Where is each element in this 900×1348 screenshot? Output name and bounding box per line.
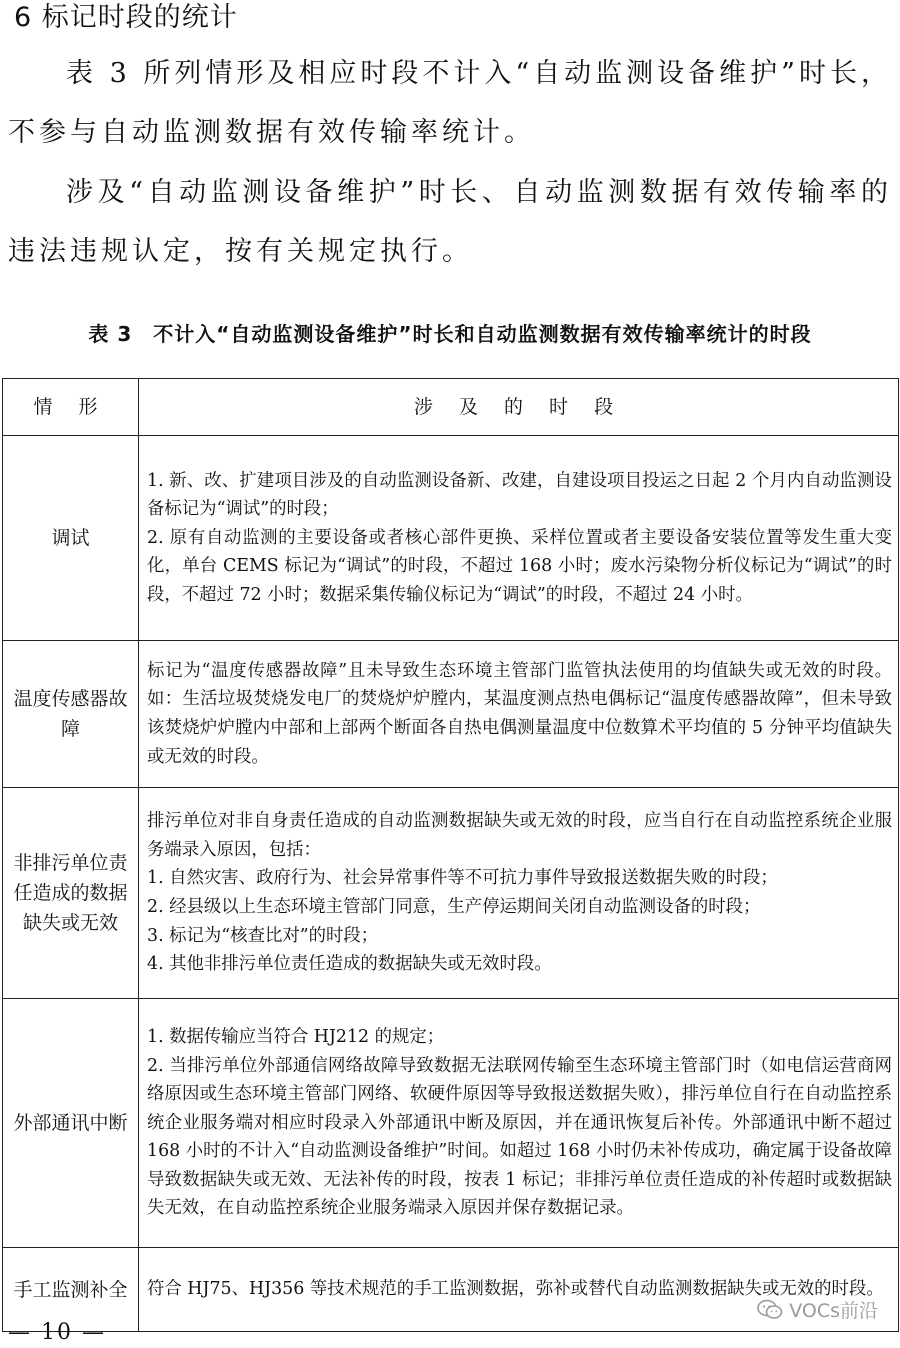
paragraph-2: 涉及“自动监测设备维护”时长、自动监测数据有效传输率的违法违规认定，按有关规定执行。	[8, 177, 892, 267]
section-heading: 6 标记时段的统计	[14, 2, 238, 33]
period-line: 排污单位对非自身责任造成的自动监测数据缺失或无效的时段，应当自行在自动监控系统企业服务端录入原因，包括：	[147, 811, 892, 860]
period-line: 3. 标记为“核查比对”的时段；	[147, 925, 379, 946]
time-period-table	[2, 378, 899, 1332]
case-cell: 温度传感器故障	[3, 641, 139, 788]
page-number: — 10 —	[8, 1320, 106, 1345]
table-row	[3, 641, 899, 788]
period-line: 1. 自然灾害、政府行为、社会异常事件等不可抗力事件导致报送数据失败的时段；	[147, 868, 778, 889]
table-row	[3, 788, 899, 999]
table-caption: 表 3 不计入“自动监测设备维护”时长和自动监测数据有效传输率统计的时段	[88, 322, 812, 346]
case-cell: 手工监测补全	[3, 1248, 139, 1332]
paragraph-1: 表 3 所列情形及相应时段不计入“自动监测设备维护”时长，不参与自动监测数据有效传输率统计。	[8, 58, 892, 148]
table-row	[3, 436, 899, 641]
watermark-text: VOCs前沿	[789, 1300, 878, 1322]
period-line: 2. 原有自动监测的主要设备或者核心部件更换、采样位置或者主要设备安装位置等发生重大变化，单台 CEMS 标记为“调试”的时段，不超过 168 小时；废水污染物分析仪标记为“调试”的时段，不超过 72 小时；数据采集传输仪标记为“调试”的时段，不超过 24 小时。	[147, 527, 892, 605]
period-cell	[139, 436, 899, 641]
period-cell	[139, 999, 899, 1248]
table-row	[3, 999, 899, 1248]
table-header-row	[3, 379, 899, 436]
case-cell: 非排污单位责任造成的数据缺失或无效	[3, 788, 139, 999]
period-line: 标记为“温度传感器故障”且未导致生态环境主管部门监管执法使用的均值缺失或无效的时段。如：生活垃圾焚烧发电厂的焚烧炉炉膛内，某温度测点热电偶标记“温度传感器故障”，但未导致该焚烧炉炉膛内中部和上部两个断面各自热电偶测量温度中位数算术平均值的 5 分钟平均值缺失或无效的时段。	[147, 660, 892, 767]
period-cell	[139, 788, 899, 999]
watermark	[757, 1296, 878, 1323]
wechat-icon	[757, 1299, 783, 1321]
period-cell	[139, 641, 899, 788]
period-line: 4. 其他非排污单位责任造成的数据缺失或无效时段。	[147, 954, 552, 975]
header-period: 涉 及 的 时 段	[139, 379, 899, 436]
header-case: 情 形	[3, 379, 139, 436]
period-line: 1. 数据传输应当符合 HJ212 的规定；	[147, 1026, 445, 1047]
case-cell: 调试	[3, 436, 139, 641]
period-line: 符合 HJ75、HJ356 等技术规范的手工监测数据，弥补或替代自动监测数据缺失或无效的时段。	[147, 1279, 884, 1300]
case-cell: 外部通讯中断	[3, 999, 139, 1248]
period-line: 2. 当排污单位外部通信网络故障导致数据无法联网传输至生态环境主管部门时（如电信运营商网络原因或生态环境主管部门网络、软硬件原因等导致报送数据失败），排污单位自行在自动监控系统企业服务端对相应时段录入外部通讯中断及原因，并在通讯恢复后补传。外部通讯中断不超过 168 小时的不计入“自动监测设备维护”时间。如超过 168 小时仍未补传成功，确定属于设备故障导致数据缺失或无效、无法补传的时段，按表 1 标记；非排污单位责任造成的补传超时或数据缺失无效，在自动监控系统企业服务端录入原因并保存数据记录。	[147, 1055, 892, 1219]
period-line: 1. 新、改、扩建项目涉及的自动监测设备新、改建，自建设项目投运之日起 2 个月内自动监测设备标记为“调试”的时段；	[147, 470, 892, 520]
period-line: 2. 经县级以上生态环境主管部门同意，生产停运期间关闭自动监测设备的时段；	[147, 897, 761, 917]
